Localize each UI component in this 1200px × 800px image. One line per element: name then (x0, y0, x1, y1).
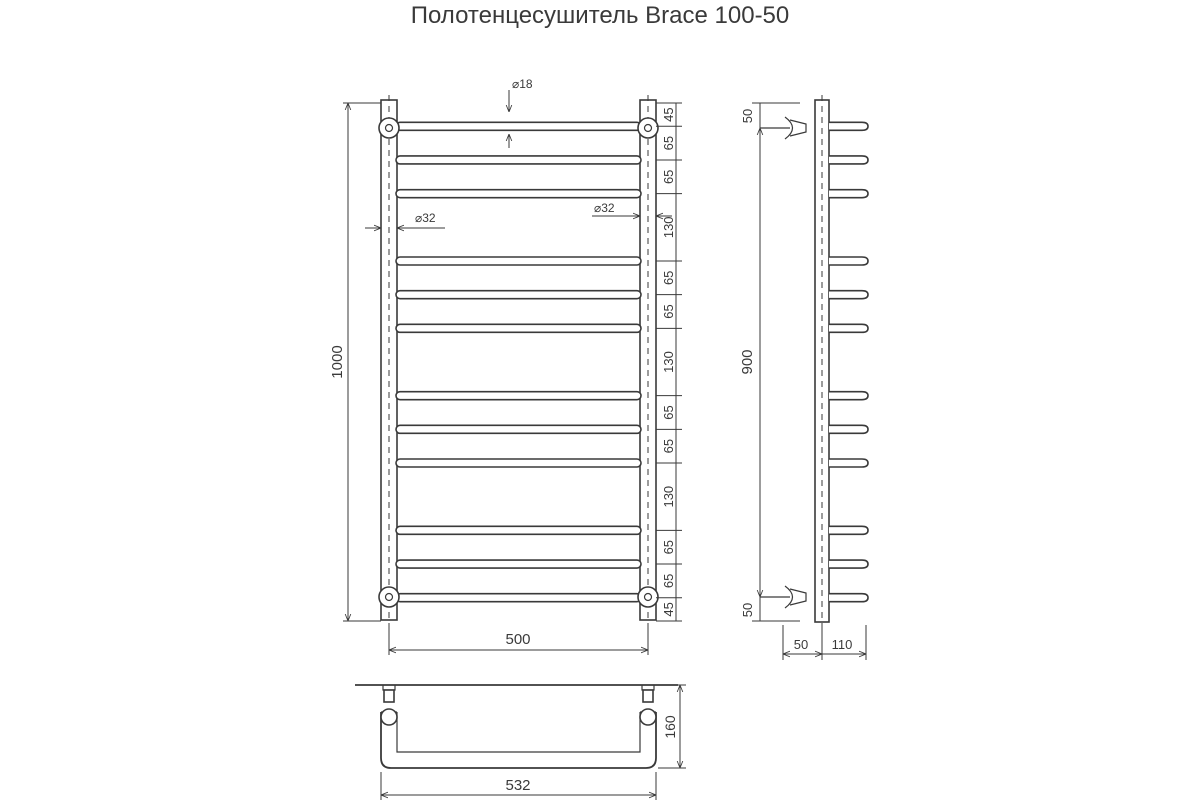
top-height-label: 160 (662, 715, 678, 739)
side-rung (829, 392, 868, 400)
rung (396, 594, 641, 602)
side-view (739, 95, 868, 660)
rung (396, 425, 641, 433)
bracket-bottom (760, 586, 806, 608)
spacing-label: 130 (661, 216, 676, 239)
drawing-title: Полотенцесушитель Brace 100-50 (410, 2, 790, 29)
knob-left (381, 690, 397, 725)
spacing-label: 65 (661, 539, 676, 555)
front-view (329, 77, 682, 655)
spacing-label: 45 (661, 602, 676, 617)
rung (396, 257, 641, 265)
top-view (355, 685, 686, 800)
side-rung (829, 526, 868, 534)
spacing-label: 130 (661, 351, 676, 373)
overall-height-label: 1000 (329, 345, 346, 379)
rung (396, 392, 641, 400)
side-rung (829, 291, 868, 299)
rung (396, 291, 641, 299)
side-rung (829, 459, 868, 467)
rung (396, 459, 641, 467)
wall-gap-label: 50 (793, 637, 809, 652)
mount-top-left (379, 118, 399, 138)
rung (396, 560, 641, 568)
mount-bottom-left (379, 587, 399, 607)
rung (396, 324, 641, 332)
spacing-label: 65 (661, 405, 676, 420)
rung (396, 122, 641, 130)
offset-top-label: 50 (740, 108, 755, 124)
upright-diameter-left-label: ⌀32 (415, 211, 436, 225)
offset-bottom-label: 50 (740, 602, 755, 618)
side-rung (829, 122, 868, 130)
rung (396, 156, 641, 164)
spacing-label: 65 (661, 135, 676, 151)
bracket-top (760, 117, 806, 139)
knob-right (640, 690, 656, 725)
rungs (396, 122, 641, 601)
side-rung (829, 324, 868, 332)
side-rung (829, 156, 868, 164)
spacing-label: 65 (661, 573, 676, 589)
depth-label: 110 (831, 637, 853, 652)
mount-distance-label: 900 (739, 349, 756, 375)
top-width-label: 532 (505, 777, 531, 794)
upright-diameter-right-label: ⌀32 (594, 201, 615, 215)
side-rung (829, 425, 868, 433)
spacing-label: 45 (661, 107, 676, 122)
rung (396, 190, 641, 198)
width-label: 500 (505, 631, 531, 648)
spacing-label: 65 (661, 438, 676, 454)
rung (396, 526, 641, 534)
spacing-label: 65 (661, 304, 676, 319)
spacing-label: 130 (661, 485, 676, 508)
side-rung (829, 190, 868, 198)
pipe-diameter-label: ⌀18 (512, 77, 533, 91)
mount-bottom-right (638, 587, 658, 607)
side-rung (829, 560, 868, 568)
spacing-dimensions (656, 103, 682, 621)
spacing-label: 65 (661, 169, 676, 185)
side-rung (829, 257, 868, 265)
mount-top-right (638, 118, 658, 138)
side-rung (829, 594, 868, 602)
side-rungs (829, 122, 868, 601)
spacing-label: 65 (661, 270, 676, 286)
